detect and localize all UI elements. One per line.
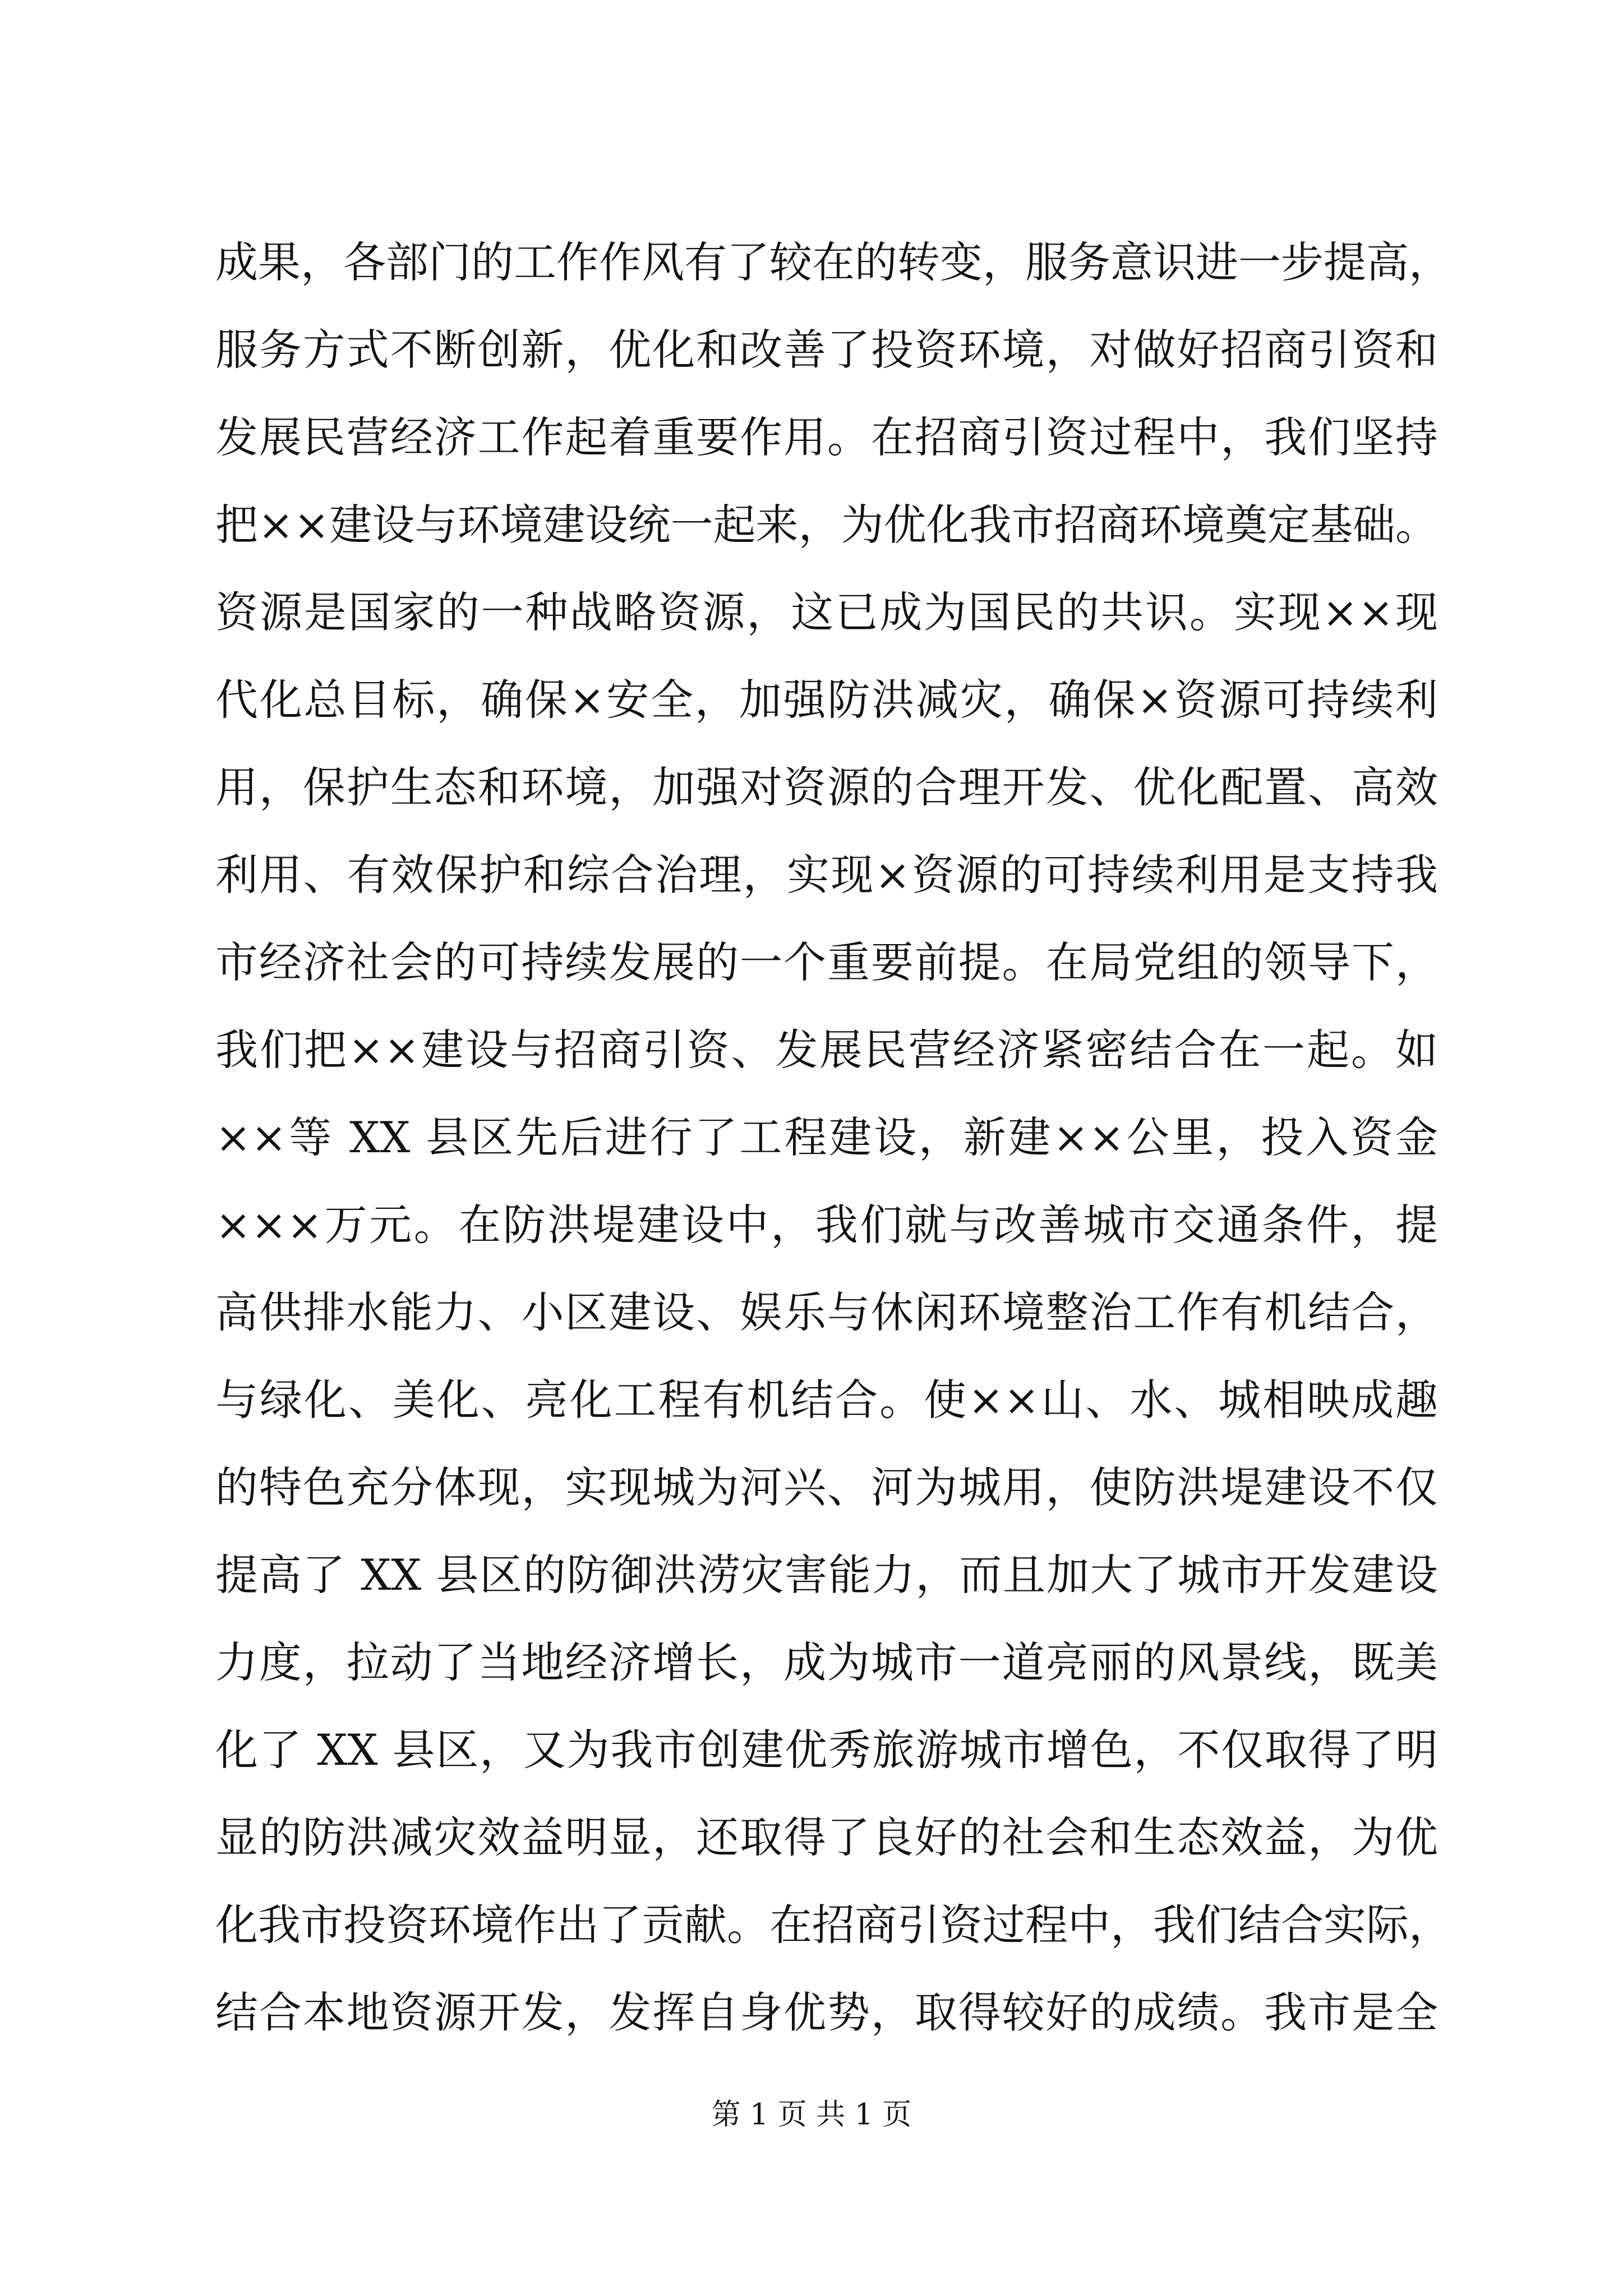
text-line: 发展民营经济工作起着重要作用。在招商引资过程中，我们坚持 xyxy=(215,412,1438,462)
text-line: 代化总目标，确保×安全，加强防洪减灾，确保×资源可持续利 xyxy=(215,675,1438,725)
text-line: 成果，各部门的工作作风有了较在的转变，服务意识进一步提高， xyxy=(215,237,1451,287)
text-line: 利用、有效保护和综合治理，实现×资源的可持续利用是支持我 xyxy=(215,850,1438,900)
text-line: 我们把××建设与招商引资、发展民营经济紧密结合在一起。如 xyxy=(215,1025,1438,1075)
text-line: 结合本地资源开发，发挥自身优势，取得较好的成绩。我市是全 xyxy=(215,1987,1438,2037)
text-line: 用，保护生态和环境，加强对资源的合理开发、优化配置、高效 xyxy=(215,762,1438,812)
page-number-label: 第 1 页 共 1 页 xyxy=(711,2098,912,2132)
text-line: 化了 XX 县区，又为我市创建优秀旅游城市增色，不仅取得了明 xyxy=(215,1725,1438,1775)
text-line: ×××万元。在防洪堤建设中，我们就与改善城市交通条件，提 xyxy=(215,1200,1438,1250)
page-footer xyxy=(0,2095,1623,2134)
text-line: ××等 XX 县区先后进行了工程建设，新建××公里，投入资金 xyxy=(215,1112,1438,1162)
text-line: 提高了 XX 县区的防御洪涝灾害能力，而且加大了城市开发建设 xyxy=(215,1550,1438,1600)
text-line: 化我市投资环境作出了贡献。在招商引资过程中，我们结合实际， xyxy=(215,1900,1451,1950)
text-line: 高供排水能力、小区建设、娱乐与休闲环境整治工作有机结合， xyxy=(215,1287,1438,1337)
text-line: 市经济社会的可持续发展的一个重要前提。在局党组的领导下， xyxy=(215,937,1438,987)
text-line: 资源是国家的一种战略资源，这已成为国民的共识。实现××现 xyxy=(215,587,1438,637)
text-line: 的特色充分体现，实现城为河兴、河为城用，使防洪堤建设不仅 xyxy=(215,1462,1438,1512)
body-paragraph xyxy=(215,219,1451,2056)
text-line: 把××建设与环境建设统一起来，为优化我市招商环境奠定基础。 xyxy=(215,500,1438,550)
text-line: 显的防洪减灾效益明显，还取得了良好的社会和生态效益，为优 xyxy=(215,1812,1438,1862)
text-line: 服务方式不断创新，优化和改善了投资环境，对做好招商引资和 xyxy=(215,325,1438,375)
text-line: 与绿化、美化、亮化工程有机结合。使××山、水、城相映成趣 xyxy=(215,1375,1438,1425)
text-line: 力度，拉动了当地经济增长，成为城市一道亮丽的风景线，既美 xyxy=(215,1637,1438,1687)
